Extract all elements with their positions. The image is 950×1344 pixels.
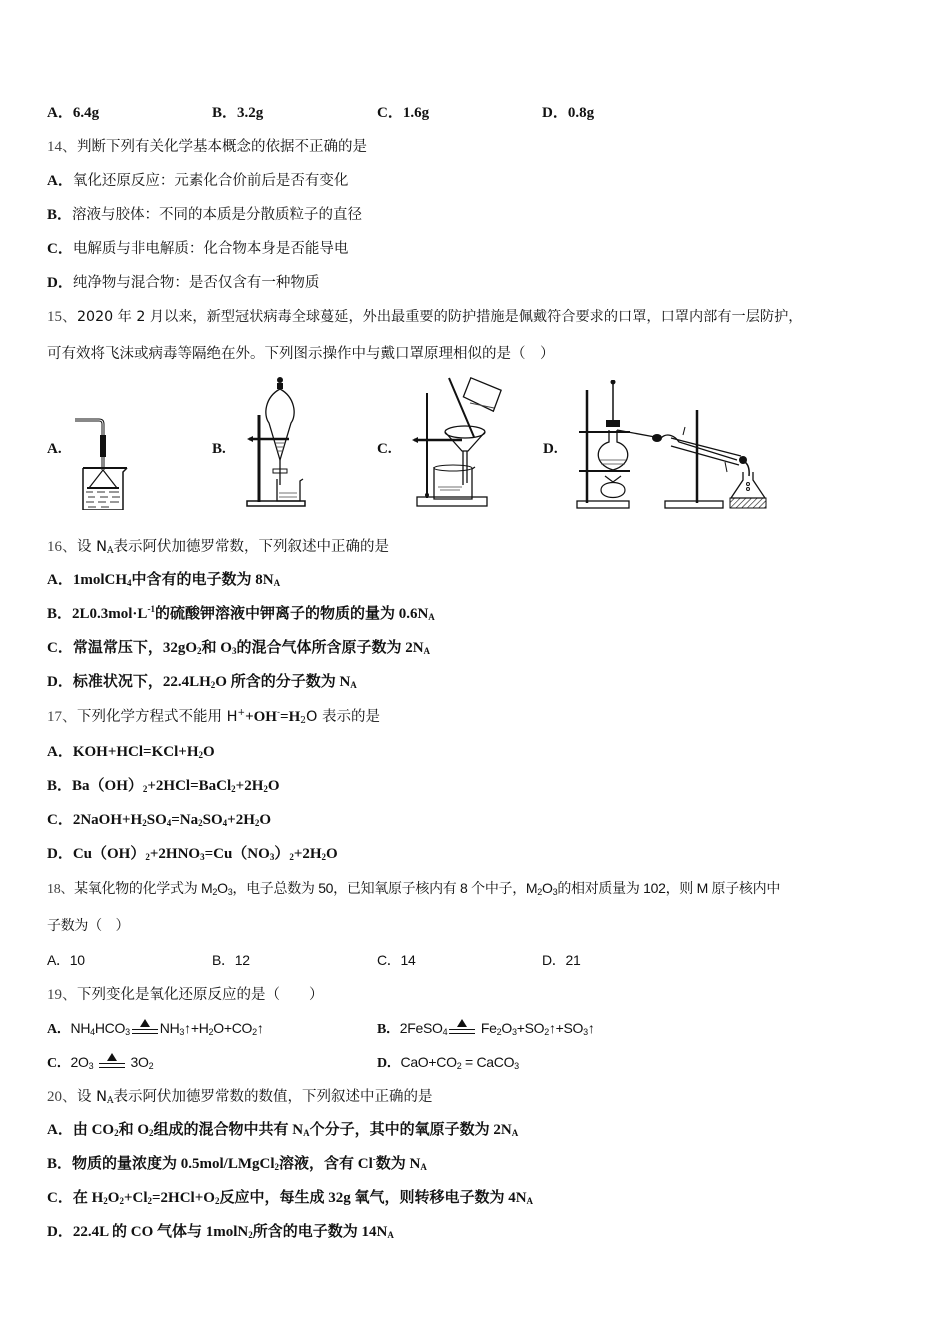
q19-stem: 19、下列变化是氧化还原反应的是（ ） (47, 987, 324, 1003)
q20-option-a: A．由 $CO_2$和 $O_2$组成的混合物中共有 $N_A$个分子，其中的氧原子数为 $2N_A$ (47, 1122, 519, 1138)
q17-option-c: C．$2NaOH+H_2SO_4=Na_2SO_4+2H_2O$ (47, 812, 272, 828)
q13-option-d: D．0.8g (542, 105, 595, 121)
q15-figure-a-label: A. (47, 441, 62, 457)
q15-figure-d-label: D. (543, 441, 558, 457)
q16-stem: 16、设 $N_A$表示阿伏加德罗常数，下列叙述中正确的是 (47, 539, 389, 556)
heating-condition-icon (449, 1019, 475, 1037)
q14-option-b: B．溶液与胶体：不同的本质是分散质粒子的直径 (47, 207, 363, 223)
q15-stem-line2: 可有效将飞沫或病毒等隔绝在外。下列图示操作中与戴口罩原理相似的是（ ） (47, 346, 555, 362)
q14-option-d: D．纯净物与混合物：是否仅含有一种物质 (47, 275, 320, 291)
q20-option-b: B．物质的量浓度为 0.5mol/LMgCl$_2$溶液，含有 Cl-数为 $N_A$ (47, 1154, 427, 1172)
q17-stem: 17、下列化学方程式不能用 $H^++OH^-=H_2O$ 表示的是 (47, 708, 380, 726)
q15-figure-c-label: C. (377, 441, 392, 457)
q19-option-a: A．$NH_4HCO_3$ $NH_3↑+H_2O+CO_2↑$ (47, 1020, 264, 1037)
q18-stem-line2: 子数为（ ） (47, 917, 130, 933)
q16-option-a: A．1molCH$_4$中含有的电子数为 $8N_A$ (47, 572, 281, 588)
q20-stem: 20、设 $N_A$表示阿伏加德罗常数的数值，下列叙述中正确的是 (47, 1089, 433, 1106)
heating-condition-icon (99, 1053, 125, 1071)
q18-option-b: B．12 (212, 952, 250, 968)
heating-condition-icon (132, 1019, 158, 1037)
distillation-apparatus-icon (575, 380, 770, 510)
q18-stem-line1: 18、某氧化物的化学式为 $M_2O_3$，电子总数为 50，已知氧原子核内有 8 个中子，$M_2O_3$的相对质量为 102，则 M 原子核内中 (47, 880, 781, 897)
q16-option-b: B．$2L0.3mol\cdot L^{-1}$的硫酸钾溶液中钾离子的物质的量为 $0.6N_A$ (47, 604, 435, 622)
q19-option-c: C．$2O_3$ $3O_2$ (47, 1054, 154, 1071)
q17-option-d: D．$Cu(OH)_2+2HNO_3=Cu(NO_3)_2+2H_2O$ (47, 846, 338, 862)
q20-option-d: D．22.4L 的 CO 气体与 1molN$_2$所含的电子数为 $14N_A$ (47, 1224, 394, 1240)
q18-option-c: C．14 (377, 952, 416, 968)
filtration-apparatus-icon (412, 375, 522, 510)
q14-option-a: A．氧化还原反应：元素化合价前后是否有变化 (47, 173, 349, 189)
q16-option-d: D．标准状况下，$22.4LH_2O$ 所含的分子数为 $N_A$ (47, 674, 357, 690)
q18-option-d: D．21 (542, 952, 581, 968)
q17-option-a: A．$KOH+HCl=KCl+H_2O$ (47, 744, 215, 760)
separatory-funnel-icon (245, 375, 310, 507)
q19-option-d: D．$CaO+CO_2$ = CaCO$_3$ (377, 1054, 519, 1071)
q13-option-c: C．1.6g (377, 105, 430, 121)
q18-option-a: A．10 (47, 952, 85, 968)
q19-option-b: B．2FeSO$_4$ $Fe_2O_3+SO_2↑+SO_3↑$ (377, 1020, 595, 1037)
q13-option-b: B．3.2g (212, 105, 264, 121)
q14-option-c: C．电解质与非电解质：化合物本身是否能导电 (47, 241, 349, 257)
q13-option-a: A．6.4g (47, 105, 100, 121)
q14-stem: 14、判断下列有关化学基本概念的依据不正确的是 (47, 139, 368, 155)
q16-option-c: C．常温常压下，$32gO_2$和 $O_3$的混合气体所含原子数为 $2N_A$ (47, 640, 431, 656)
q15-stem-line1: 15、2020 年 2 月以来，新型冠状病毒全球蔓延，外出最重要的防护措施是佩戴符合要求的口罩，口罩内部有一层防护， (47, 309, 803, 325)
q15-figures (0, 375, 950, 515)
q15-figure-b-label: B. (212, 441, 226, 457)
gas-absorption-funnel-beaker-icon (75, 380, 135, 510)
q20-option-c: C．在 $H_2O_2+Cl_2=2HCl+O_2$反应中，每生成 32g 氧气，则转移电子数为 $4N_A$ (47, 1190, 534, 1206)
q17-option-b: B．$Ba(OH)_2+2HCl=BaCl_2+2H_2O$ (47, 778, 280, 794)
